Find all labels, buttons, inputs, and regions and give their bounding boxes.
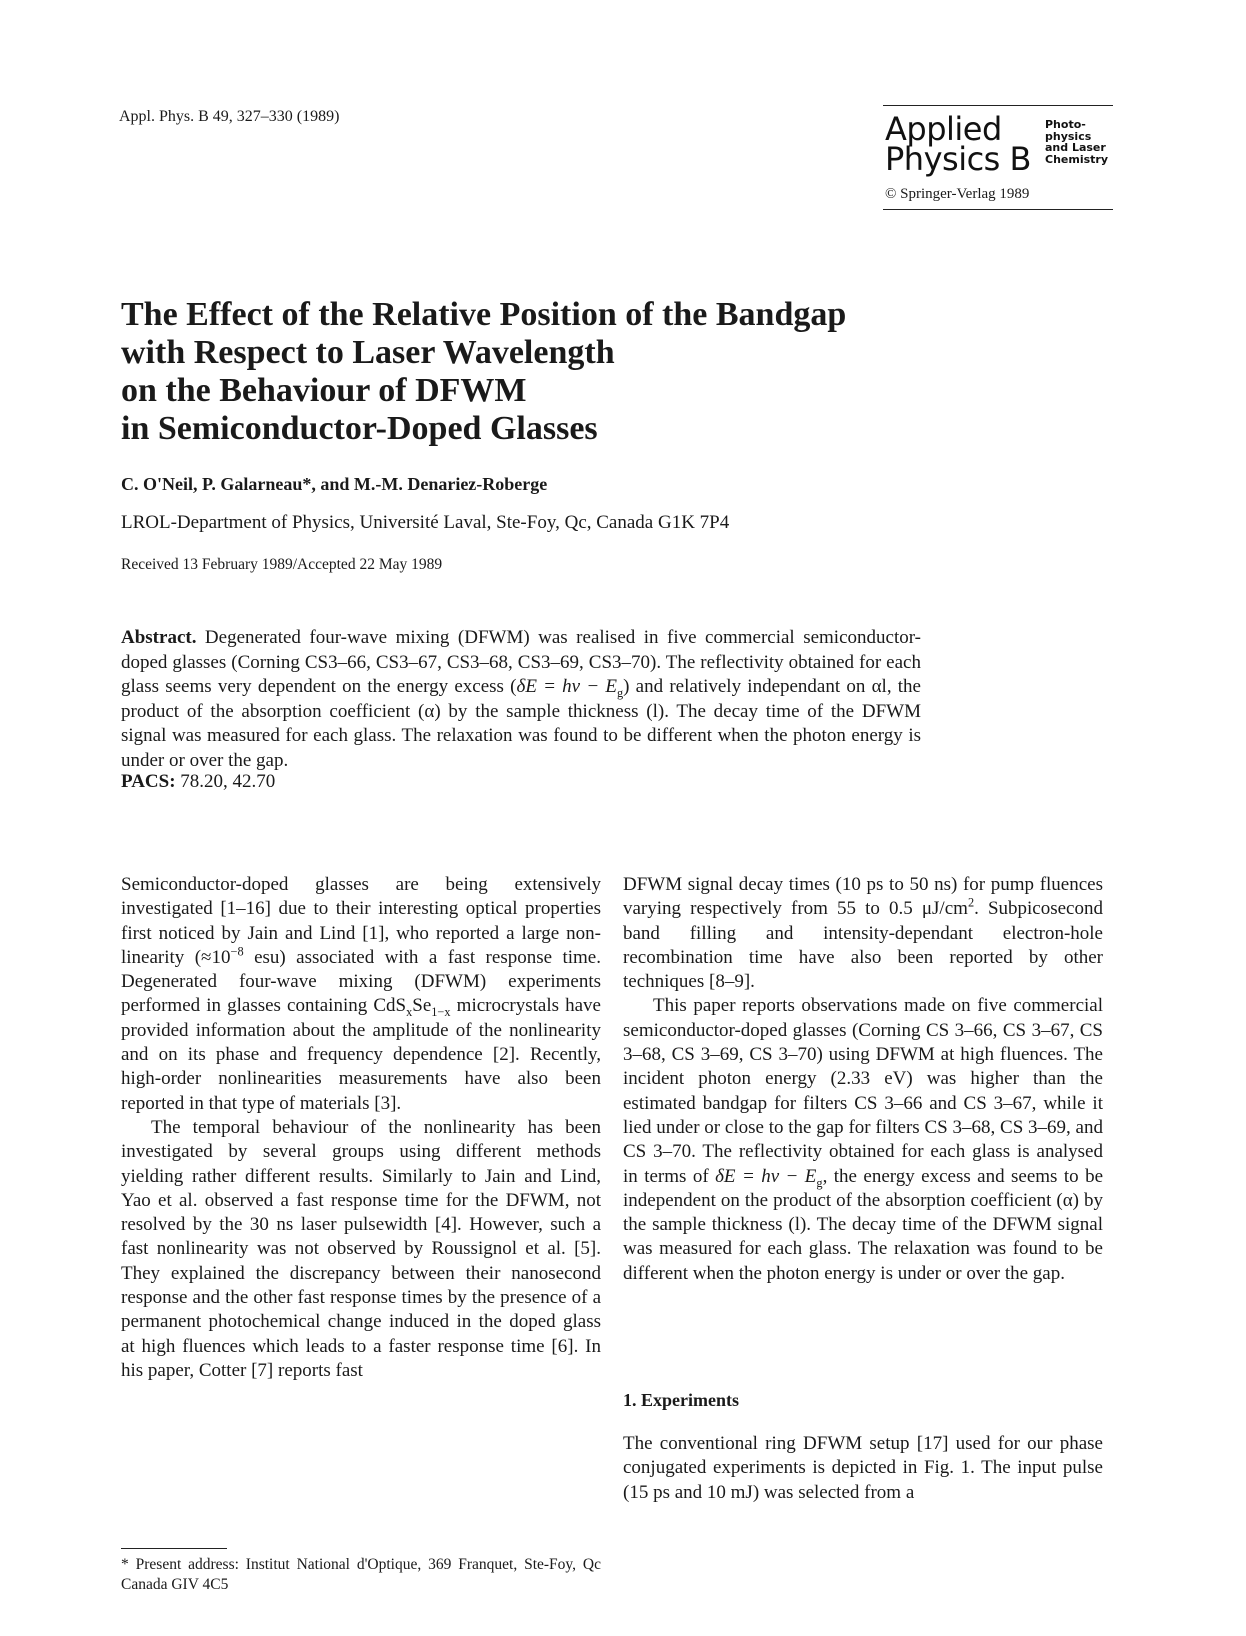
- title-line: The Effect of the Relative Position of the Bandgap: [121, 296, 847, 333]
- journal-tag-line: Photo-: [1045, 118, 1086, 131]
- text-run: . Subpicosecond band filling and intensity-dependant electron-hole recombination time have also been reported by other techniques [8–9].: [623, 898, 1103, 993]
- author-list: C. O'Neil, P. Galarneau*, and M.-M. Denariez-Roberge: [121, 474, 548, 494]
- title-line: in Semiconductor-Doped Glasses: [121, 410, 598, 447]
- body-column-left: [121, 873, 601, 1383]
- body-column-right-continued: [623, 1432, 1103, 1505]
- abstract-label: Abstract.: [121, 627, 197, 648]
- text-run: esu) associated with a fast response time. Degenerated four-wave mixing (DFWM) experiments performed in glasses containing CdS: [121, 946, 601, 1017]
- footnote-rule: [121, 1548, 227, 1549]
- body-paragraph: The temporal behaviour of the nonlinearity has been investigated by several groups using different methods yielding rather different results. Similarly to Jain and Lind, Yao et al. observed a fast response time for the DFWM, not resolved by the 30 ns laser pulsewidth [4]. However, such a fast nonlinearity was not observed by Roussignol et al. [5]. They explained the discrepancy between their nanosecond response and the other fast response times by the presence of a permanent photochemical change induced in the doped glass at high fluences which leads to a faster response time [6]. In his paper, Cotter [7] reports fast: [121, 1116, 601, 1381]
- journal-tag-line: physics: [1045, 129, 1092, 143]
- journal-citation: Appl. Phys. B 49, 327–330 (1989): [119, 108, 340, 125]
- body-paragraph: [121, 873, 601, 1116]
- subscript: 1−x: [431, 1005, 451, 1020]
- body-paragraph: The conventional ring DFWM setup [17] used for our phase conjugated experiments is depicted in Fig. 1. The input pulse (15 ps and 10 mJ) was selected from a: [623, 1433, 1103, 1503]
- abstract-math: δE = hν − E: [516, 676, 617, 698]
- abstract-math-subscript: g: [616, 685, 624, 700]
- journal-name-line1: Applied: [885, 110, 1002, 148]
- subscript: x: [406, 1005, 413, 1020]
- text-run: This paper reports observations made on five commercial semiconductor-doped glasses (Corning CS 3–66, CS 3–67, CS 3–68, CS 3–69, CS 3–70) using DFWM at high fluences. The incident photon energy (2.33 eV) was higher than the estimated bandgap for filters CS 3–66 and CS 3–67, while it lied under or close to the gap for filters CS 3–68, CS 3–69, and CS 3–70. The reflectivity obtained for each glass is analysed in terms of: [623, 995, 1103, 1187]
- text-run: , the energy excess and seems to be independent on the product of the absorption coefficient (α) by the sample thickness (l). The decay time of the DFWM signal was measured for each glass. The relaxation was found to be different when the photon energy is under or over the gap.: [623, 1165, 1104, 1284]
- pacs-codes: [121, 771, 275, 793]
- received-dates: Received 13 February 1989/Accepted 22 May 1989: [121, 556, 443, 573]
- text-run: Semiconductor-doped glasses are being extensively investigated [1–16] due to their interesting optical properties first noticed by Jain and Lind [1], who reported a large non-linearity (≈10: [121, 874, 601, 968]
- title-line: on the Behaviour of DFWM: [121, 372, 527, 409]
- journal-subject-tag: [1045, 119, 1108, 165]
- affiliation: LROL-Department of Physics, Université Laval, Ste-Foy, Qc, Canada G1K 7P4: [121, 512, 730, 533]
- body-paragraph: [623, 994, 1103, 1286]
- inline-math: δE = hν − E: [715, 1165, 817, 1187]
- article-title: [121, 296, 941, 448]
- body-paragraph: [623, 873, 1103, 994]
- superscript: 2: [967, 895, 975, 910]
- subscript: g: [816, 1175, 823, 1190]
- pacs-label: PACS:: [121, 771, 176, 792]
- footnote: * Present address: Institut National d'Optique, 369 Franquet, Ste-Foy, Qc Canada GIV 4C5: [121, 1556, 601, 1593]
- text-run: Se: [412, 995, 432, 1017]
- text-run: microcrystals have provided information about the amplitude of the nonlinearity and on its phase and frequency dependence [2]. Recently, high-order nonlinearities measurements have also been reported in that type of materials [3].: [121, 995, 601, 1114]
- logo-top-rule: [883, 105, 1113, 106]
- journal-name-line2: Physics B: [885, 140, 1031, 178]
- pacs-value: 78.20, 42.70: [175, 771, 276, 792]
- logo-bottom-rule: [883, 209, 1113, 210]
- journal-logo: [883, 105, 1113, 217]
- body-column-right: [623, 873, 1103, 1286]
- abstract-text: ) and relatively independant on αl, the product of the absorption coefficient (α) by the sample thickness (l). The decay time of the DFWM signal was measured for each glass. The relaxation was found to be different when the photon energy is under or over the gap.: [121, 676, 921, 771]
- title-line: with Respect to Laser Wavelength: [121, 334, 615, 371]
- abstract: [121, 626, 921, 774]
- journal-tag-line: Chemistry: [1045, 152, 1108, 166]
- section-heading: 1. Experiments: [623, 1390, 739, 1410]
- copyright-notice: © Springer-Verlag 1989: [885, 186, 1030, 202]
- superscript: −8: [230, 944, 244, 959]
- abstract-text: Degenerated four-wave mixing (DFWM) was realised in five commercial semiconductor-doped glasses (Corning CS3–66, CS3–67, CS3–68, CS3–69, CS3–70). The reflectivity obtained for each glass seems very dependent on the energy excess (: [121, 627, 921, 698]
- journal-tag-line: and Laser: [1045, 141, 1106, 154]
- text-run: DFWM signal decay times (10 ps to 50 ns) for pump fluences varying respectively from 55 to 0.5 μJ/cm: [623, 874, 1103, 920]
